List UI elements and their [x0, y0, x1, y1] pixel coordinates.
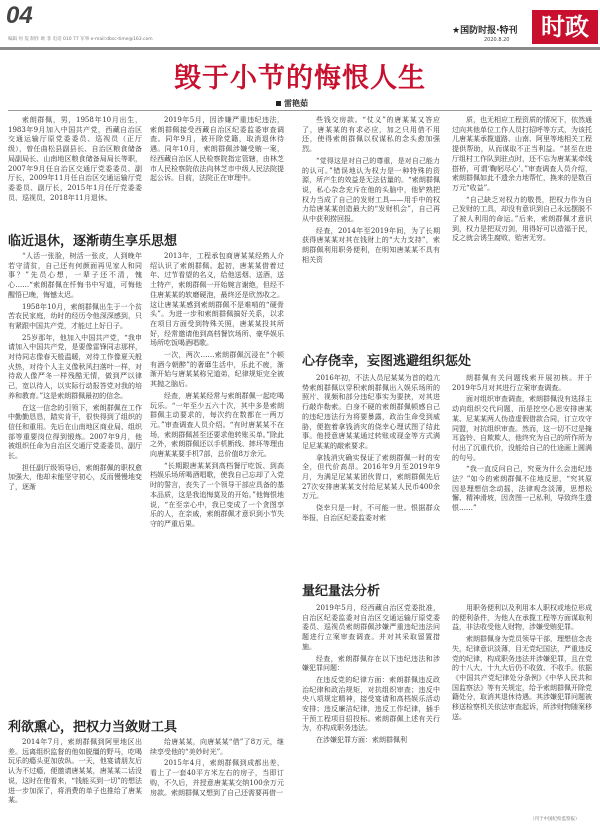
paragraph: 2019年5月，因涉嫌严重违纪违法，索朗群佩接受西藏自治区纪委监委审查调查。同年9月，被开除党籍，取消退休待遇。同年10月，索朗群佩涉嫌受贿一案，经西藏自治区人民检察院指定管辖，由林芝市人民检察院依法向林芝市中级人民法院提起公诉。目前，法院正在审理中。 [150, 116, 284, 183]
paragraph: 在这一信念的引领下，索朗群佩在工作中勤勤恳恳，踏实肯干，很快得到了组织的信任和重用。先后在山南地区商业局、组织部等重要岗位得到锻炼。2007年9月，他被组织任命为自治区交通厅党委委员、副厅长。 [8, 403, 142, 461]
paragraph: 在违反党的纪律方面：索朗群佩违反政治纪律和政治规矩，对抗组织审查；违反中央八项规定精神，接受宴请和高档娱乐活动安排；违反廉洁纪律，违反工作纪律，插手干预工程项目招投标。索朗群佩上述有关行为，亦构成职务违法。 [302, 675, 440, 733]
paragraph: 用职务便利以及利用本人职权或地位形成的便利条件，为他人在承揽工程等方面谋取利益，非法收受他人财物，涉嫌受贿犯罪。 [452, 604, 592, 632]
main-col3 [302, 116, 440, 332]
page-number: 04 [6, 2, 33, 29]
author-name: 雷艳茹 [284, 99, 308, 108]
intro-text: 索朗群佩，男，1958年10月出生，1983年9月加入中国共产党，西藏自治区交通运输厅原党委委员、巡视员（正厅级），曾任曲松县副县长、自治区粮食储备局副局长、山南地区粮食储备局局长等职，2007年9月任自治区交通厅党委委员、副厅长，2009年11月任自治区交通运输厅党委委员、副厅长，2015年1月任厅党委委员、巡视员，2018年11月退休。 [8, 116, 142, 202]
paragraph: 25岁那年，他加入中国共产党，“我申请加入中国共产党，是要像雷锋同志那样，对待同志像春天般温暖，对待工作像夏天般火热，对待个人主义像秋风扫落叶一样，对待敌人像严冬一样残酷无情，做到严以律己，宽以待人，以实际行动报答党对我的培养和教育。”这是索朗群佩最初的信念。 [8, 333, 142, 400]
paragraph: 经查，2014年至2019年间，为了长期获得唐某某对其在钱财上的“大力支持”，索朗群佩利用职务便利，在明知唐某某不具有相关资 [302, 226, 440, 264]
paragraph: “我一直反问自己，究竟为什么会违纪违法？”如今的索朗群佩不住地反思，“究其原因是理想信念动摇，法律观念淡薄，思想松懈、精神滑坡，因贪图一己私利，导致终生遗恨……” [452, 465, 592, 513]
section-heading-3: 量纪量法分析 [302, 584, 381, 599]
intro-paragraph [8, 116, 142, 224]
paragraph: 经查，唐某某经常与索朗群佩一起吃喝玩乐。“一年至少五六十次，其中多是索朗群佩主动要求的，每次约在数都在一两万元。”审查调查人员介绍。“有时唐某某不在场，索朗群佩甚至还要求他转账买单。”除此之外，索朗群佩还以手机断线、摔坏等理由向唐某某要手机7部，总价值8万余元。 [150, 391, 284, 459]
square-bullet-icon [276, 101, 281, 106]
paragraph: “自己缺乏对权力的敬畏，把权力作为自己发财的工具，却没有意识到自己永远摆脱不了被人利用的命运。”后来，索朗群佩才意识到，权力是把双刃剑，用得好可以造福于民，反之就会诱生腐败，贻害无穷。 [452, 195, 592, 243]
section1-col1 [8, 252, 142, 708]
paragraph: 些钱交房款。“仗义”的唐某某又答应了，唐某某的有求必应，加之只用借不用还，使得索朗群佩以权谋私的念头愈加强烈。 [302, 116, 440, 154]
paper-name: ★国防时报·特刊 [452, 26, 518, 36]
paragraph: “人活一张脸，树活一张皮，人到晚年若守清贫，自己还有何颜面再见家人和同事？”先员心想，一辈子还不清，愧心……“索朗群佩在忏悔书中写道，可悔他醒悟已晚，悔憾太迟。 [8, 252, 142, 299]
paragraph: 质，也无相应工程资质的情况下，依然通过向其他单位工作人员打招呼等方式，为该托儿唐某某承揽道路、山南、阿里等地相关工程提供帮助，从而谋取不正当利益。“甚至在进厅组村工作队到驻点时，还不忘为唐某某牵线搭桥，可谓‘鞠躬尽心’。”审查调查人员介绍，索朗群佩如此不遗余力地帮忙，换来的是数百万元“收益”。 [452, 116, 592, 192]
paragraph: 朗群佩有关问题线索开展初核。并于2019年5月对其进行立案审查调查。 [452, 374, 592, 392]
section2-col4 [452, 374, 592, 566]
section1-col2 [150, 252, 284, 708]
paragraph: 侥幸只是一时，不可能一世。恨据群众举报，自治区纪委监委对索 [302, 504, 440, 522]
paragraph: 索朗群佩身为党员领导干部，理想信念丧失，纪律意识淡薄，目无党纪国法，严重违反党的纪律，构成职务违法并涉嫌犯罪，且在党的十八大、十九大后仍不收敛、不收手。依据《中国共产党纪律处分条例》《中华人民共和国监察法》等有关规定，给予索朗群佩开除党籍处分，取消其退休待遇。其涉嫌犯罪问题被移送检察机关依法审查起诉，所涉财物随案移送。 [452, 635, 592, 721]
editor-info: 编辑 何 侃 制作 欧 菲 电话 010 77 军事 e-mail:dbsc-time@163.com [8, 37, 153, 42]
page-header [0, 0, 600, 48]
paragraph: 2015年4月，索朗群佩到成都出差，看上了一套40平方米左右的房子，当即订购，不久后，并授意唐某某交纳100余万元房款。索朗群佩又想到了自己还需要再借一 [150, 759, 284, 797]
paragraph: 1958年10月，索朗群佩出生于一个贫苦农民家庭，幼时的经历令他深深感到，只有紧跟中国共产党，才能过上好日子。 [8, 302, 142, 330]
paragraph: 2014年7月，索朗群佩到阿里地区出差。远离组织监督的他如脱缰的野马，吃喝玩乐的瘾头更加放纵。一天，他宴请朋友后认为不过瘾，便邀请唐某某，唐某某二话没说，这时在他看来，“钱能买到一切”的想法进一步加深了，将消费的单子也推给了唐某某。 [8, 738, 142, 805]
section-badge: 时政 [532, 10, 598, 44]
paragraph: 面对组织审查调查，索朗群佩没有选择主动向组织交代问题，而是挖空心思安排唐某某、尼某某两人伪造虚假借款合同，订立攻守同盟，对抗组织审查。然而，这一切不过是掩耳盗铃、自欺欺人，他终究为自己的所作所为付出了沉重代价，没能给自己的仕途画上圆满的句号。 [452, 395, 592, 462]
section-heading-4: 利欲熏心，把权力当敛财工具 [8, 720, 178, 735]
paragraph: “长期跟唐某某到高档餐厅吃饭、到高档娱乐场所喝酒唱歌，使我自己忘却了入党时的誓言，丧失了一个领导干部应具备的基本品质，这是我追悔莫及的开始。”他悔恨地说，“在至亲心中，我已变成了一个贪图享乐的人，在亲戚，索朗群佩才意识到小节失守的严重后果。 [150, 461, 284, 528]
paragraph: 在涉嫌犯罪方面：索朗群佩利 [316, 736, 407, 745]
section-heading-2: 心存侥幸，妄图逃避组织惩处 [302, 354, 472, 369]
header-rule [0, 47, 600, 50]
section2-col3 [302, 374, 440, 566]
source-credit: （刊于中国纪检监察报） [530, 817, 580, 822]
title-divider [8, 110, 592, 111]
intro-col2 [150, 116, 284, 224]
paragraph: 经查，索朗群佩存在以下违纪违法和涉嫌犯罪问题： [302, 654, 440, 673]
section4-col1 [8, 738, 142, 820]
paragraph: “觉得这是对自己的尊重，是对自己能力的认可。”错误地认为权力是一种特殊的资源，所产生的效益是无法估量的。“索朗群佩说，私心杂念充斥在他的头脑中，他铲熟把权力当成了自己的发财工具——用手中的权力给唐某某创造最大的“发财机会”，自己再从中获利捞回报。 [302, 156, 440, 224]
main-col4 [452, 116, 592, 332]
paragraph: 担任副厅级领导后，索朗群佩的职权愈加强大，他却未能坚守初心，反而慢慢地变了，逐渐 [8, 463, 142, 492]
paragraph: 给唐某某，向唐某某“借”了8万元，继续享受他的“美妙时光”。 [150, 738, 284, 756]
paragraph: 2013年，工程承包商唐某某经熟人介绍认识了索朗群佩。起初，唐某某借着过年、过节看望的名义，给他送烟、送酒，送土特产，索朗群佩一开始婉言谢绝，但经不住唐某某的软磨硬泡，最终还是欣然收之。这让唐某某感到索朗群佩不是难啃的“硬骨头”。为进一步和索朗群佩搞好关系，以求在项目方面受到特殊关照，唐某某投其所好，经常邀请他到高档餐饮场所、豪华娱乐场所吃饭喝酒唱歌。 [150, 252, 284, 348]
paragraph: 2019年5月，经西藏自治区党委批准，自治区纪委监委对自治区交通运输厅原党委委员、巡视员索朗群佩涉嫌严重违纪违法问题进行立案审查调查。并对其采取留置措施。 [302, 604, 440, 651]
paragraph: 2016年初，不法人员尼某某为首的趋亢势索朗群佩以穿积索朗群佩出入娱乐场所的照片、视频和部分违纪事实为要挟，对其进行敲诈勒索。白身不硬的索朗群佩顿感自己的违纪违法行为将要暴露，政治生命受到威胁，便抱着拿钱消灾的侥幸心理试图了结此事。他授意唐某某通过转账或现金等方式满足尼某某的敲索要求。 [302, 374, 440, 450]
issue-date: 2020.8.20 [484, 37, 510, 43]
article-title: 毁于小节的悔恨人生 [174, 63, 426, 94]
paragraph: 拿钱消灾确实保证了索朗群佩一时的安全，但代价高昂。2016年9月至2019年9月，为满足尼某某团伙胃口，索朗群佩先后27次安排唐某某支付给尼某某人民币400余万元。 [302, 453, 440, 501]
section4-col2 [150, 738, 284, 820]
paragraph: 一次，两次……索朗群佩沉浸在“个顿有酒今朝醉”的奢靡生活中，乐此不疲，渐渐开始与唐某某称兄道弟，纪律规矩完全被其抛之脑后。 [150, 351, 284, 389]
byline [276, 98, 308, 109]
section-heading-1: 临近退休，逐渐萌生享乐思想 [8, 234, 178, 249]
section3-col4 [452, 604, 592, 812]
section3-col3 [302, 604, 440, 816]
